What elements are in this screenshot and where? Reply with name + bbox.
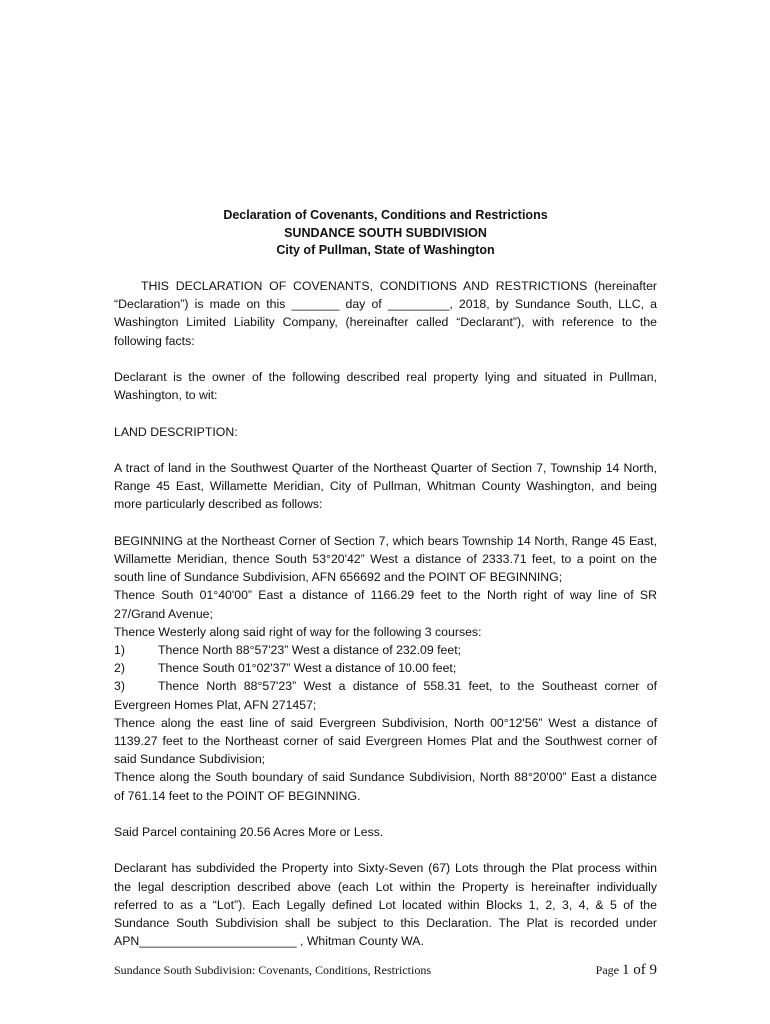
course-text: Thence South 01°02'37” West a distance of 10.00 feet; xyxy=(158,661,457,676)
course-text: Thence North 88°57'23” West a distance of 558.31 feet, to the Southeast corner of xyxy=(158,679,657,694)
page-of: of xyxy=(629,962,650,978)
course-item xyxy=(114,677,657,695)
current-page: 1 xyxy=(622,962,630,978)
point-of-beginning-text: BEGINNING at the Northeast Corner of Section 7, which bears Township 14 North, Range 45 East, Willamette Meridian, thence South 53°20'42” West a distance of 2333.71 feet, to a point on the south line of Sundance Subdivision, AFN 656692 and the POINT OF BEGINNING; xyxy=(114,533,657,585)
thence-line: Thence along the east line of said Evergreen Subdivision, North 00°12'56” West a distance of 1139.27 feet to the Northeast corner of said Evergreen Homes Plat and the Southwest corner of said Sundance Subdivision; xyxy=(114,715,657,767)
course-number: 1) xyxy=(114,643,125,657)
course-number: 2) xyxy=(114,661,125,676)
total-pages: 9 xyxy=(649,962,657,978)
document-title: Declaration of Covenants, Conditions and Restrictions xyxy=(223,208,548,222)
course-item xyxy=(114,641,657,659)
course-item xyxy=(114,659,657,677)
subdivision-name: SUNDANCE SOUTH SUBDIVISION xyxy=(284,225,487,240)
footer-document-name: Sundance South Subdivision: Covenants, Conditions, Restrictions xyxy=(114,963,432,977)
legal-description xyxy=(114,532,657,805)
land-description-heading: LAND DESCRIPTION: xyxy=(114,424,238,439)
course-continuation: Evergreen Homes Plat, AFN 271457; xyxy=(114,697,317,712)
subdivision-paragraph: Declarant has subdivided the Property into Sixty-Seven (67) Lots through the Plat process within the legal description described above (each Lot within the Property is hereinafter individually referred to as a “Lot”). Each Legally defined Lot located within Blocks 1, 2, 3, 4, & 5 of the Sundance South Subdivision shall be subject to this Declaration. The Plat is recorded under APN_______________________ , Whitman County WA. xyxy=(114,861,657,949)
thence-line: Thence along the South boundary of said Sundance Subdivision, North 88°20'00” East a distance of 761.14 feet to the POINT OF BEGINNING. xyxy=(114,770,657,803)
intro-paragraph: THIS DECLARATION OF COVENANTS, CONDITIONS AND RESTRICTIONS (hereinafter “Declaration”) is made on this _______ day of _________, 2018, by Sundance South, LLC, a Washington Limited Liability Company, (hereinafter called “Declarant”), with reference to the following facts: xyxy=(114,279,657,348)
thence-line: Thence Westerly along said right of way for the following 3 courses: xyxy=(114,624,482,639)
document-body xyxy=(114,277,657,950)
course-text: Thence North 88°57'23” West a distance of 232.09 feet; xyxy=(158,643,462,657)
course-number: 3) xyxy=(114,679,125,694)
parcel-acreage-paragraph: Said Parcel containing 20.56 Acres More or Less. xyxy=(114,825,384,840)
city-state-line: City of Pullman, State of Washington xyxy=(276,243,495,257)
page-prefix: Page xyxy=(595,963,622,977)
owner-paragraph: Declarant is the owner of the following described real property lying and situated in Pullman, Washington, to wit: xyxy=(114,370,657,403)
page-footer xyxy=(114,962,657,979)
document-title-block xyxy=(114,207,657,260)
page-number xyxy=(596,962,657,979)
tract-paragraph: A tract of land in the Southwest Quarter of the Northeast Quarter of Section 7, Township 14 North, Range 45 East, Willamette Meridian, City of Pullman, Whitman County Washington, and being more particularly described as follows: xyxy=(114,460,657,512)
thence-line: Thence South 01°40'00” East a distance of 1166.29 feet to the North right of way line of SR 27/Grand Avenue; xyxy=(114,588,657,621)
